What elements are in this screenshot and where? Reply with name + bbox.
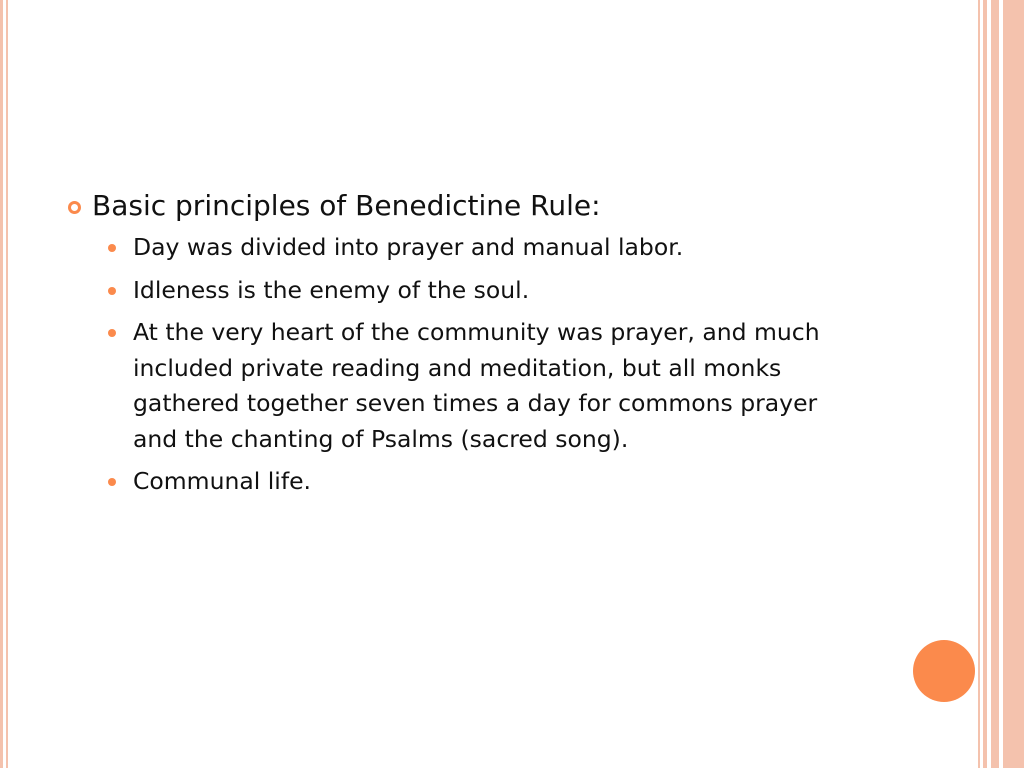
dot-bullet-icon [108, 287, 116, 295]
right-border-stripe [1003, 0, 1024, 768]
list-item [106, 464, 868, 500]
slide-content [68, 186, 868, 507]
list-item-text: Idleness is the enemy of the soul. [133, 275, 530, 304]
dot-bullet-icon [108, 329, 116, 337]
right-border-stripe [978, 0, 980, 768]
list-item-text: Day was divided into prayer and manual labor. [133, 233, 684, 261]
right-border-stripe [983, 0, 987, 768]
list-item-text: Communal life. [133, 467, 312, 495]
main-bullet [68, 186, 868, 226]
dot-bullet-icon [108, 244, 116, 252]
sub-bullet-list [106, 230, 868, 500]
main-bullet-text: Basic principles of Benedictine Rule: [92, 189, 601, 222]
dot-bullet-icon [108, 478, 116, 486]
decorative-circle [913, 640, 975, 702]
ring-bullet-icon [68, 201, 81, 214]
right-border-stripe [991, 0, 999, 768]
list-item [106, 315, 868, 457]
left-border-stripe [6, 0, 8, 768]
list-item [106, 230, 868, 266]
left-border-stripe [0, 0, 3, 768]
list-item-text: At the very heart of the community was prayer, and much included private reading and meditation, but all monks gathered together seven times a day for commons prayer and the chanting of Psalms (sacred song). [133, 318, 820, 453]
list-item [106, 273, 868, 309]
